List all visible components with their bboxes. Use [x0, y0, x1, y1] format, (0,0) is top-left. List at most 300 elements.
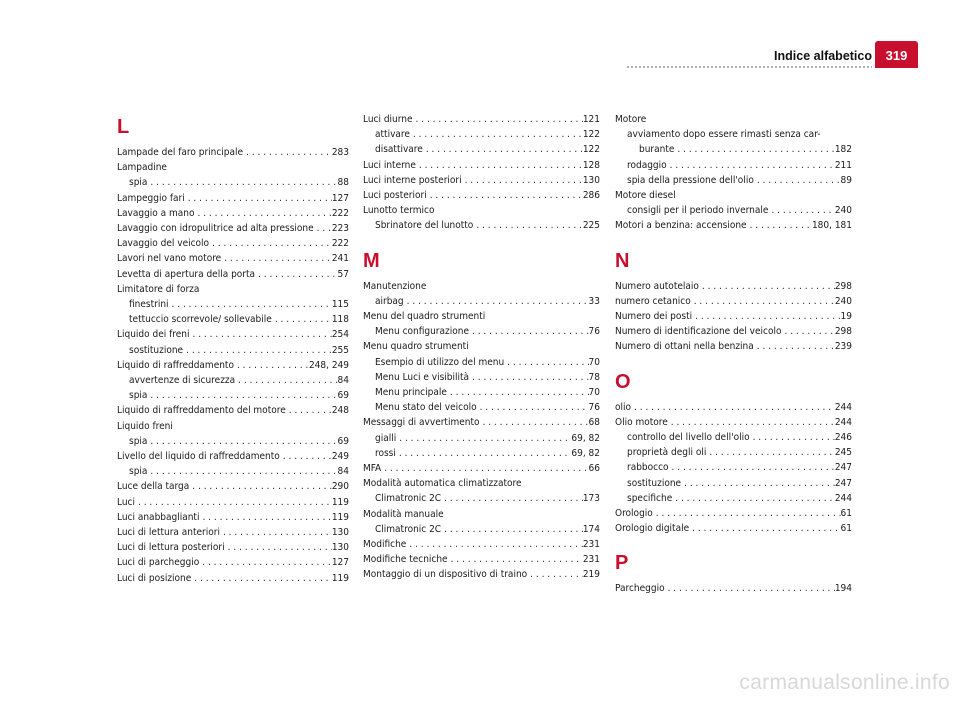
dot-leader	[768, 203, 834, 218]
dot-leader	[413, 112, 583, 127]
index-entry-list	[615, 400, 852, 537]
entry-term: Numero di identificazione del veicolo	[615, 326, 782, 338]
entry-page-ref: 211	[834, 159, 852, 171]
index-entry	[363, 537, 600, 552]
index-entry	[117, 510, 349, 525]
index-entry	[363, 173, 600, 188]
index-entry	[117, 343, 349, 358]
index-entry	[363, 218, 600, 233]
entry-term: Montaggio di un dispositivo di traino	[363, 569, 528, 581]
entry-page-ref: 130	[331, 542, 349, 554]
entry-term: Luci interne posteriori	[363, 174, 462, 186]
section-letter-heading: M	[363, 249, 380, 272]
index-entry	[117, 251, 349, 266]
index-entry	[615, 294, 852, 309]
entry-page-ref: 283	[331, 147, 349, 158]
dot-leader	[469, 324, 589, 339]
entry-term: Lunotto termico	[363, 205, 435, 217]
index-entry	[117, 373, 349, 388]
entry-page-ref: 84	[337, 375, 349, 387]
entry-term: Lavaggio a mano	[117, 207, 195, 219]
index-entry	[117, 236, 349, 251]
dot-leader	[669, 460, 835, 475]
entry-term: Orologio	[615, 508, 653, 520]
entry-term: Luci interne	[363, 159, 416, 171]
index-entry	[615, 430, 852, 445]
dot-leader	[147, 388, 337, 403]
dot-leader	[672, 491, 835, 506]
index-entry	[363, 370, 600, 385]
entry-term: Motore diesel	[615, 190, 676, 202]
index-entry	[117, 403, 349, 418]
entry-term: Lampade del faro principale	[117, 147, 244, 158]
dot-leader	[404, 294, 589, 309]
dot-leader	[169, 297, 332, 312]
index-entry	[615, 203, 852, 218]
entry-page-ref: 194	[834, 583, 852, 595]
entry-term: sostituzione	[627, 477, 682, 489]
entry-term: Limitatore di forza	[117, 283, 200, 295]
entry-term: Olio motore	[615, 416, 668, 428]
entry-term: Levetta di apertura della porta	[117, 268, 256, 280]
entry-page-ref: 69	[337, 390, 349, 402]
index-column-2	[363, 112, 600, 598]
entry-page-ref: 119	[331, 572, 349, 584]
index-entry	[363, 567, 600, 582]
dot-leader	[681, 476, 835, 491]
index-entry	[615, 460, 852, 475]
dot-leader	[473, 218, 583, 233]
index-section	[615, 370, 852, 537]
header-dotted-rule	[626, 66, 872, 68]
entry-term: Luci	[117, 496, 135, 508]
entry-page-ref: 122	[582, 144, 600, 156]
page-header	[0, 0, 960, 80]
index-section	[363, 112, 600, 234]
index-entry	[615, 112, 852, 127]
index-entry	[363, 507, 600, 522]
entry-page-ref: 248, 249	[308, 359, 349, 371]
dot-leader	[477, 400, 589, 415]
entry-page-ref: 222	[331, 207, 349, 219]
entry-term: attivare	[375, 129, 410, 141]
dot-leader	[699, 279, 835, 294]
dot-leader	[462, 173, 583, 188]
index-entry	[117, 479, 349, 494]
index-entry	[615, 127, 852, 157]
dot-leader	[396, 446, 572, 461]
index-entry	[363, 446, 600, 461]
entry-term: Lavaggio del veicolo	[117, 238, 210, 250]
entry-term: Modifiche tecniche	[363, 554, 448, 566]
index-entry	[117, 267, 349, 282]
entry-term: Menu del quadro strumenti	[363, 311, 486, 323]
entry-term: tettuccio scorrevole/ sollevabile	[129, 314, 272, 326]
index-entry	[117, 540, 349, 555]
entry-term: Menu quadro strumenti	[363, 341, 469, 353]
dot-leader	[653, 506, 841, 521]
dot-leader	[286, 403, 332, 418]
entry-term: MFA	[363, 463, 382, 475]
index-entry	[363, 522, 600, 537]
dot-leader	[441, 522, 583, 537]
index-entry	[117, 327, 349, 342]
dot-leader	[234, 358, 309, 373]
index-entry	[363, 324, 600, 339]
entry-term: disattivare	[375, 144, 423, 156]
index-entry-list	[615, 581, 852, 596]
dot-leader	[480, 415, 589, 430]
index-entry	[363, 294, 600, 309]
entry-term: Manutenzione	[363, 280, 427, 292]
entry-page-ref: 173	[582, 493, 600, 505]
index-entry	[615, 309, 852, 324]
index-entry	[117, 525, 349, 540]
dot-leader	[668, 415, 835, 430]
entry-page-ref: 180, 181	[811, 220, 852, 232]
index-column-3	[615, 112, 852, 612]
entry-term: Motori a benzina: accensione	[615, 220, 747, 232]
dot-leader	[527, 567, 583, 582]
entry-term: finestrini	[129, 299, 169, 311]
entry-page-ref: 182	[834, 144, 852, 156]
dot-leader	[441, 491, 583, 506]
entry-page-ref: 240	[834, 205, 852, 217]
index-entry	[117, 297, 349, 312]
index-entry	[363, 188, 600, 203]
entry-page-ref: 61	[840, 523, 852, 535]
entry-term: spia della pressione dell'olio	[627, 174, 754, 186]
entry-page-ref: 247	[834, 462, 852, 474]
dot-leader	[447, 385, 589, 400]
dot-leader	[667, 158, 835, 173]
index-entry	[363, 385, 600, 400]
index-entry	[363, 415, 600, 430]
index-entry	[117, 191, 349, 206]
entry-term: airbag	[375, 295, 404, 307]
entry-term: Luci anabbaglianti	[117, 511, 200, 523]
index-entry	[363, 461, 600, 476]
index-entry	[117, 145, 349, 160]
index-entry	[363, 476, 600, 491]
index-entry	[363, 491, 600, 506]
entry-term: rabbocco	[627, 462, 669, 474]
running-title: Indice alfabetico	[774, 49, 872, 63]
index-entry	[363, 431, 600, 446]
entry-page-ref: 119	[331, 511, 349, 523]
entry-page-ref: 88	[337, 177, 349, 189]
index-entry	[615, 581, 852, 596]
index-entry	[615, 158, 852, 173]
entry-page-ref: 246	[834, 432, 852, 444]
entry-page-ref: 231	[582, 554, 600, 566]
dot-leader	[135, 495, 332, 510]
entry-term: Luci di parcheggio	[117, 557, 200, 569]
entry-page-ref: 70	[588, 356, 600, 368]
dot-leader	[147, 175, 337, 190]
entry-page-ref: 70	[588, 387, 600, 399]
entry-page-ref: 245	[834, 447, 852, 459]
entry-term: Modalità automatica climatizzatore	[363, 478, 522, 490]
entry-page-ref: 57	[337, 268, 349, 280]
entry-page-ref: 69	[337, 435, 349, 447]
index-entry-list	[363, 112, 600, 234]
entry-page-ref: 118	[331, 314, 349, 326]
index-entry	[117, 282, 349, 297]
entry-term: Messaggi di avvertimento	[363, 417, 480, 429]
dot-leader	[448, 552, 583, 567]
index-entry-list	[363, 279, 600, 583]
dot-leader	[272, 312, 332, 327]
entry-term: Luci di lettura anteriori	[117, 527, 220, 539]
index-entry-list	[615, 279, 852, 355]
index-entry	[117, 495, 349, 510]
dot-leader	[147, 464, 337, 479]
index-section	[363, 249, 600, 583]
index-entry	[117, 358, 349, 373]
index-entry	[615, 339, 852, 354]
entry-term: spia	[129, 435, 148, 447]
dot-leader	[674, 142, 834, 157]
entry-page-ref: 254	[331, 329, 349, 341]
entry-page-ref: 231	[582, 539, 600, 551]
dot-leader	[280, 449, 332, 464]
index-entry	[117, 419, 349, 434]
index-entry	[363, 127, 600, 142]
index-entry	[117, 160, 349, 175]
index-entry	[117, 449, 349, 464]
index-entry	[615, 415, 852, 430]
section-letter-heading: N	[615, 249, 630, 272]
entry-term: Numero di ottani nella benzina	[615, 341, 754, 353]
dot-leader	[314, 221, 332, 236]
entry-term: gialli	[375, 432, 397, 444]
index-entry	[615, 279, 852, 294]
entry-term: Luci diurne	[363, 114, 413, 125]
index-entry	[615, 491, 852, 506]
dot-leader	[781, 324, 834, 339]
index-entry	[363, 400, 600, 415]
section-letter-heading: O	[615, 370, 631, 393]
entry-term: Lampadine	[117, 162, 167, 174]
entry-term: Liquido di raffreddamento	[117, 359, 234, 371]
entry-page-ref: 248	[331, 405, 349, 417]
entry-term: Menu Luci e visibilità	[375, 371, 470, 383]
index-entry	[117, 206, 349, 221]
entry-page-ref: 249	[331, 451, 349, 463]
entry-term: Modalità manuale	[363, 508, 444, 520]
entry-page-ref: 89	[840, 174, 852, 186]
dot-leader	[396, 431, 571, 446]
dot-leader	[691, 294, 835, 309]
entry-page-ref: 255	[331, 344, 349, 356]
entry-page-ref: 244	[834, 416, 852, 428]
index-section	[615, 112, 852, 234]
index-entry	[117, 571, 349, 586]
entry-term: Liquido dei freni	[117, 329, 190, 341]
dot-leader	[747, 218, 812, 233]
dot-leader	[220, 525, 332, 540]
entry-page-ref: 122	[582, 129, 600, 141]
dot-leader	[406, 537, 582, 552]
entry-page-ref: 223	[331, 223, 349, 235]
dot-leader	[243, 145, 332, 160]
entry-term: numero cetanico	[615, 295, 691, 307]
entry-term: Motore	[615, 114, 647, 125]
entry-term: avvertenze di sicurezza	[129, 375, 236, 387]
dot-leader	[750, 430, 835, 445]
entry-term: Livello del liquido di raffreddamento	[117, 451, 280, 463]
entry-term: Liquido freni	[117, 420, 173, 432]
entry-term: Numero dei posti	[615, 311, 693, 323]
entry-page-ref: 61	[840, 508, 852, 520]
entry-term: Esempio di utilizzo del menu	[375, 356, 505, 368]
entry-term: Menu stato del veicolo	[375, 402, 477, 414]
dot-leader	[199, 555, 332, 570]
index-entry	[363, 339, 600, 354]
index-entry-list	[117, 145, 349, 586]
entry-term: Climatronic 2C	[375, 523, 442, 535]
index-entry-list	[615, 112, 852, 234]
entry-page-ref: 127	[331, 192, 349, 204]
dot-leader	[221, 251, 332, 266]
entry-page-ref: 128	[582, 159, 600, 171]
dot-leader	[147, 434, 337, 449]
dot-leader	[754, 339, 835, 354]
index-entry	[615, 506, 852, 521]
index-entry	[363, 142, 600, 157]
entry-term: spia	[129, 466, 148, 478]
entry-page-ref: 78	[588, 371, 600, 383]
dot-leader	[235, 373, 337, 388]
entry-page-ref: 33	[588, 295, 600, 307]
entry-page-ref: 225	[582, 220, 600, 232]
index-entry	[363, 279, 600, 294]
watermark-text: carmanualsonline.info	[739, 671, 950, 694]
entry-term: Luci posteriori	[363, 190, 427, 202]
entry-page-ref: 298	[834, 280, 852, 292]
entry-page-ref: 121	[582, 114, 600, 125]
index-entry	[615, 400, 852, 415]
dot-leader	[199, 510, 331, 525]
entry-page-ref: 66	[588, 463, 600, 475]
entry-term: Menu principale	[375, 387, 447, 399]
index-entry	[615, 218, 852, 233]
dot-leader	[689, 521, 840, 536]
dot-leader	[427, 188, 583, 203]
entry-term: Lavaggio con idropulitrice ad alta pressione	[117, 223, 314, 235]
entry-term: Luci di posizione	[117, 572, 192, 584]
dot-leader	[665, 581, 835, 596]
dot-leader	[225, 540, 332, 555]
index-entry	[117, 221, 349, 236]
dot-leader	[410, 127, 583, 142]
entry-page-ref: 222	[331, 238, 349, 250]
entry-term: Menu configurazione	[375, 326, 469, 338]
entry-page-ref: 127	[331, 557, 349, 569]
entry-term: Lavori nel vano motore	[117, 253, 222, 265]
index-entry	[615, 445, 852, 460]
section-letter-heading: P	[615, 552, 629, 575]
index-entry	[615, 476, 852, 491]
dot-leader	[191, 571, 332, 586]
dot-leader	[469, 370, 588, 385]
index-entry	[117, 434, 349, 449]
entry-term: Luce della targa	[117, 481, 190, 493]
dot-leader	[195, 206, 332, 221]
dot-leader	[209, 236, 332, 251]
entry-page-ref: 247	[834, 477, 852, 489]
entry-term: avviamento dopo essere rimasti senza car-	[627, 129, 821, 141]
entry-page-ref: 244	[834, 401, 852, 413]
dot-leader	[381, 461, 588, 476]
entry-term: Sbrinatore del lunotto	[375, 220, 474, 232]
entry-page-ref: 69, 82	[571, 447, 600, 459]
entry-term: Luci di lettura posteriori	[117, 542, 225, 554]
index-entry	[117, 555, 349, 570]
entry-term: Parcheggio	[615, 583, 665, 595]
page-number-tab: 319	[875, 41, 918, 68]
entry-page-ref: 240	[834, 295, 852, 307]
dot-leader	[754, 173, 841, 188]
entry-term: sostituzione	[129, 344, 184, 356]
entry-page-ref: 174	[582, 523, 600, 535]
entry-page-ref: 219	[582, 569, 600, 581]
dot-leader	[504, 355, 588, 370]
index-entry	[363, 309, 600, 324]
dot-leader	[185, 191, 332, 206]
entry-page-ref: 115	[331, 299, 349, 311]
index-entry	[615, 173, 852, 188]
index-section	[117, 115, 349, 586]
entry-term: Climatronic 2C	[375, 493, 442, 505]
entry-page-ref: 68	[588, 417, 600, 429]
index-column-1	[117, 112, 349, 601]
entry-term: specifiche	[627, 492, 673, 504]
entry-term: olio	[615, 401, 632, 413]
index-section	[615, 551, 852, 596]
entry-page-ref: 69, 82	[571, 432, 600, 444]
index-entry	[615, 188, 852, 203]
dot-leader	[189, 479, 332, 494]
index-entry	[117, 388, 349, 403]
entry-page-ref: 76	[588, 402, 600, 414]
entry-term: Liquido di raffreddamento del motore	[117, 405, 286, 417]
dot-leader	[190, 327, 332, 342]
index-entry	[117, 312, 349, 327]
dot-leader	[416, 158, 583, 173]
index-entry	[117, 175, 349, 190]
dot-leader	[423, 142, 583, 157]
entry-term: consigli per il periodo invernale	[627, 205, 769, 217]
entry-term: controllo del livello dell'olio	[627, 432, 750, 444]
entry-term: rossi	[375, 447, 396, 459]
entry-term: rodaggio	[627, 159, 667, 171]
index-entry	[615, 521, 852, 536]
entry-page-ref: 19	[840, 311, 852, 323]
entry-page-ref: 286	[582, 190, 600, 202]
entry-page-ref: 130	[331, 527, 349, 539]
entry-term: spia	[129, 390, 148, 402]
entry-term: spia	[129, 177, 148, 189]
index-entry	[363, 203, 600, 218]
entry-term: proprietà degli oli	[627, 447, 707, 459]
entry-term: Lampeggio fari	[117, 192, 185, 204]
entry-page-ref: 290	[331, 481, 349, 493]
index-entry	[363, 158, 600, 173]
dot-leader	[692, 309, 840, 324]
index-entry	[117, 464, 349, 479]
